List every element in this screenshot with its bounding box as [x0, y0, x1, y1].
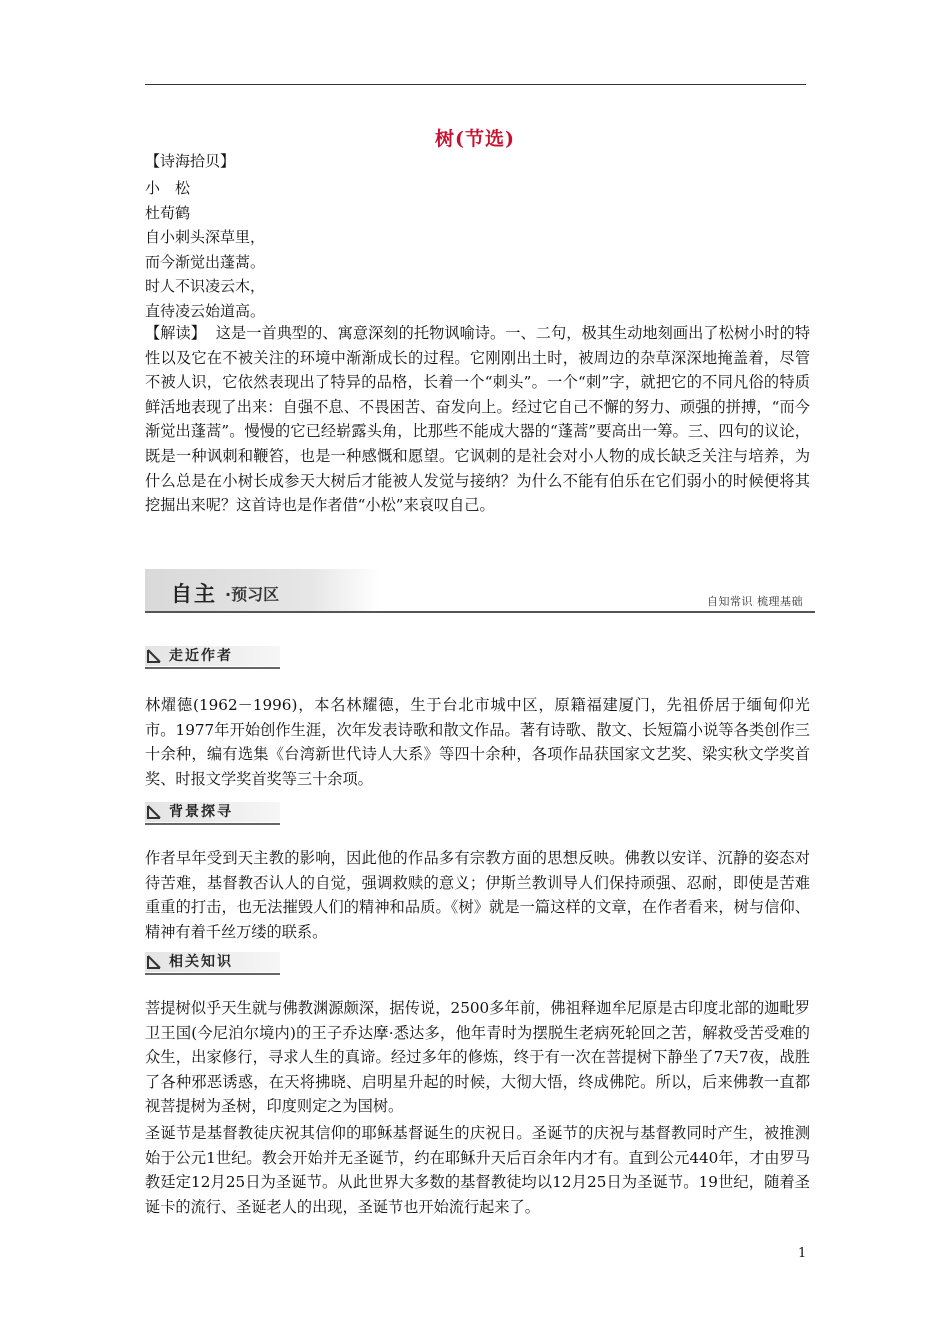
- section-heading-text: 走近作者: [169, 648, 233, 664]
- section-heading-text: 相关知识: [169, 954, 233, 970]
- section-heading-background: [145, 802, 280, 826]
- poem-line: 而今渐觉出蓬蒿。: [145, 252, 266, 271]
- header-rule: [145, 84, 806, 85]
- corner-mark-icon: [147, 649, 161, 663]
- preview-section-band: [145, 569, 815, 614]
- poem-section-tag: 【诗海拾贝】: [145, 152, 236, 170]
- page-number: 1: [798, 1246, 807, 1261]
- band-title-sub: ·预习区: [225, 585, 280, 604]
- corner-mark-icon: [147, 805, 161, 819]
- poem-line: 直待凌云始道高。: [145, 301, 266, 320]
- section-heading-text: 背景探寻: [169, 804, 233, 820]
- band-title-main: 自主: [171, 582, 217, 606]
- corner-mark-icon: [147, 955, 161, 969]
- section-heading-author: [145, 646, 280, 670]
- author-paragraph: 林燿德(1962－1996)，本名林耀德，生于台北市城中区，原籍福建厦门，先祖侨居于缅甸仰光市。1977年开始创作生涯，次年发表诗歌和散文作品。著有诗歌、散文、长短篇小说等各类创作三十余种，编有选集《台湾新世代诗人大系》等四十余种，各项作品获国家文艺奖、梁实秋文学奖首奖、时报文学奖首奖等三十余项。: [145, 696, 810, 788]
- knowledge-paragraph-christmas: 圣诞节是基督教徒庆祝其信仰的耶稣基督诞生的庆祝日。圣诞节的庆祝与基督教同时产生，被推测始于公元1世纪。教会开始并无圣诞节，约在耶稣升天后百余年内才有。直到公元440年，才由罗马教廷定12月25日为圣诞节。从此世界大多数的基督教徒均以12月25日为圣诞节。19世纪，随着圣诞卡的流行、圣诞老人的出现，圣诞节也开始流行起来了。: [145, 1124, 810, 1216]
- band-caption: 自知常识 梳理基础: [707, 595, 803, 608]
- interpretation-paragraph: [145, 321, 810, 518]
- poem-title: 小 松: [145, 179, 191, 197]
- background-paragraph: 作者早年受到天主教的影响，因此他的作品多有宗教方面的思想反映。佛教以安详、沉静的姿态对待苦难，基督教否认人的自觉，强调救赎的意义；伊斯兰教训导人们保持顽强、忍耐，即使是苦难重重的打击，也无法摧毁人们的精神和品质。《树》就是一篇这样的文章，在作者看来，树与信仰、精神有着千丝万缕的联系。: [145, 849, 810, 941]
- poem-line: 自小刺头深草里，: [145, 228, 266, 247]
- poem: [145, 176, 265, 324]
- section-heading-knowledge: [145, 952, 280, 976]
- page-title: 树(节选): [435, 128, 515, 150]
- knowledge-paragraph-bodhi: 菩提树似乎天生就与佛教渊源颇深，据传说，2500多年前，佛祖释迦牟尼原是古印度北部的迦毗罗卫王国(今尼泊尔境内)的王子乔达摩·悉达多，他年青时为摆脱生老病死轮回之苦，解救受苦受难的众生，出家修行，寻求人生的真谛。经过多年的修炼，终于有一次在菩提树下静坐了7天7夜，战胜了各种邪恶诱惑，在天将拂晓、启明星升起的时候，大彻大悟，终成佛陀。所以，后来佛教一直都视菩提树为圣树，印度则定之为国树。: [145, 999, 810, 1116]
- interpretation-label: 【解读】: [145, 324, 206, 342]
- poem-line: 时人不识凌云木，: [145, 277, 266, 296]
- poem-author: 杜荀鹤: [145, 203, 191, 222]
- interpretation-text: 这是一首典型的、寓意深刻的托物讽喻诗。一、二句，极其生动地刻画出了松树小时的特性以及它在不被关注的环境中渐渐成长的过程。它刚刚出土时，被周边的杂草深深地掩盖着，尽管不被人识，它依然表现出了特异的品格，长着一个“刺头”。一个“刺”字，就把它的不同凡俗的特质鲜活地表现了出来：自强不息、不畏困苦、奋发向上。经过它自己不懈的努力、顽强的拼搏，“而今渐觉出蓬蒿”。慢慢的它已经崭露头角，比那些不能成大器的“蓬蒿”要高出一筹。三、四句的议论，既是一种讽刺和鞭笞，也是一种感慨和愿望。它讽刺的是社会对小人物的成长缺乏关注与培养，为什么总是在小树长成参天大树后才能被人发觉与接纳？为什么不能有伯乐在它们弱小的时候便将其挖掘出来呢？这首诗也是作者借“小松”来哀叹自己。: [145, 324, 811, 515]
